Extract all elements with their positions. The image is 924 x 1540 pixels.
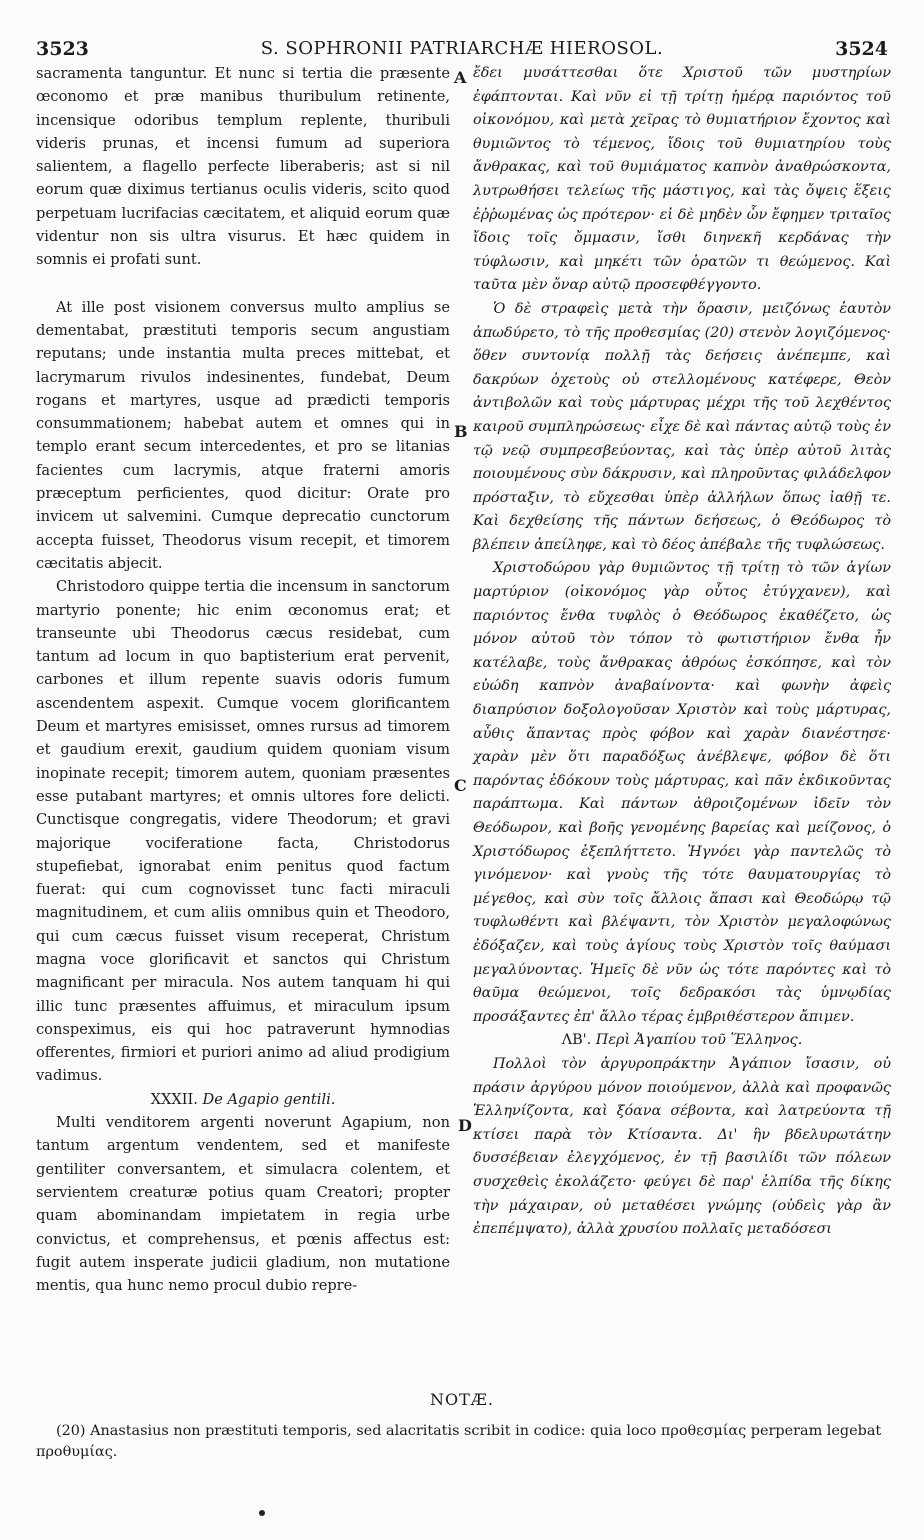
latin-paragraph: sacramenta tanguntur. Et nunc si tertia die præsente œconomo et præ manibus thuribulum retinente, incensique odoribus templum replente, thuribuli videris prunas, et incensi fumum ad superiora salientem, a flagello perfecte liberaberis; ast si nil eorum quæ diximus tertianus oculis videris, scito quod perpetuam lucrifacias cæcitatem, et aliquid eorum quæ videntur non sis ultra visurus. Et hæc quidem in somnis ei profati sunt. <box>36 65 450 269</box>
page-number-left: 3523 <box>36 38 89 60</box>
margin-marker-b: B <box>454 422 468 441</box>
greek-paragraph: Χριστοδώρου γὰρ θυμιῶντος τῇ τρίτῃ τὸ τῶν ἁγίων μαρτύριον (οἰκονόμος γὰρ οὗτος ἐτύγχανεν), καὶ παριόντος ἔνθα τυφλὸς ὁ Θεόδωρος ἐκαθέζετο, ὡς μόνον αὐτοῦ τὸν τόπον τὸ φωτιστήριον ἔνθα ἦν κατέλαβε, τοὺς ἄνθρακας ἀθρόως ἐσκόπησε, καὶ τὸν εὐώδη καπνὸν ἀναβαίνοντα· καὶ φωνὴν ἀφεὶς διαπρύσιον δοξολογοῦσαν Χριστὸν καὶ τοὺς μάρτυρας, αὖθις ἅπαντας πρὸς φόβον καὶ χαρὰν διανέστησε· χαρὰν μὲν ὅτι παραδόξως ἀνέβλεψε, φόβον δὲ ὅτι παρόντας ἐδόκουν τοὺς μάρτυρας, καὶ πᾶν ἐκδικοῦντας παράπτωμα. Καὶ πάντων ἀθροιζομένων ἰδεῖν τὸν Θεόδωρον, καὶ βοῆς γενομένης βαρείας καὶ μείζονος, ὁ Χριστόδωρος ἐξεπλήττετο. Ἠγνόει γὰρ παντελῶς τὸ γινόμενον· καὶ γνοὺς τῆς τότε θαυματουργίας τὸ μέγεθος, καὶ σὺν τοῖς ἄλλοις ἅπασι καὶ Θεοδώρῳ τῷ τυφλωθέντι καὶ βλέψαντι, τὸν Χριστὸν μεγαλοφώνως ἐδόξαζεν, καὶ τοὺς ἁγίους τοὺς Χριστὸν τοῖς θαύμασι μεγαλύνοντας. Ἡμεῖς δὲ νῦν ὡς τότε παρόντες καὶ τὸ θαῦμα θεώμενοι, τοῖς δεδρακόσι τὰς ὑμνῳδίας προσάξαντες ἐπ' ἄλλο τέρας ἐμβριθέστερον ἄπιμεν. <box>473 560 891 1025</box>
notes-title: NOTÆ. <box>430 1390 494 1409</box>
running-title: S. SOPHRONII PATRIARCHÆ HIEROSOL. <box>260 38 664 59</box>
greek-section-heading <box>473 1029 891 1053</box>
margin-marker-c: C <box>454 776 467 795</box>
notes-section <box>36 1390 888 1463</box>
greek-paragraph: ἔδει μυσάττεσθαι ὅτε Χριστοῦ τῶν μυστηρίων ἐφάπτονται. Καὶ νῦν εἰ τῇ τρίτῃ ἡμέρᾳ παριόντος τοῦ οἰκονόμου, καὶ μετὰ χεῖρας τὸ θυμιατήριον ἔχοντος καὶ θυμιῶντος τὸ τέμενος, ἴδοις τοῦ θυμιατηρίου τοὺς ἄνθρακας, καὶ τοῦ θυμιάματος καπνὸν ἀναθρώσκοντα, λυτρωθήσει τελείως τῆς μάστιγος, καὶ τὰς ὄψεις ἕξεις ἐῤῥωμένας ὡς πρότερον· εἰ δὲ μηδὲν ὧν ἔφημεν τριταῖος ἴδοις τοῖς ὄμμασιν, ἴσθι διηνεκῆ κερδάνας τὴν τύφλωσιν, καὶ μηκέτι τῶν ὁρατῶν τι θεώμενος. Καὶ ταῦτα μὲν ὄναρ αὐτῷ προσεφθέγγοντο. <box>473 65 891 294</box>
latin-section-title: De Agapio gentili. <box>202 1090 336 1108</box>
note-20: (20) Anastasius non præstituti temporis, sed alacritatis scribit in codice: quia loco προθεσμίας perperam legebat προθυμίας. <box>36 1423 882 1460</box>
ink-dot <box>259 1510 265 1516</box>
margin-marker-a: A <box>454 68 467 87</box>
greek-section-number: ΛΒ'. <box>561 1032 592 1049</box>
latin-column <box>36 62 450 1297</box>
running-header <box>36 38 888 62</box>
latin-paragraph: At ille post visionem conversus multo amplius se dementabat, præstituti temporis secum angustiam reputans; unde instantia multa preces mittebat, et lacrymarum rivulos indesinentes, fundebat, Deum rogans et martyres, usque ad prædicti temporis consummationem; habebat autem et omnes qui in templo erant secum intercedentes, et pro se litanias facientes cum lacrymis, atque fraterni amoris præceptum perficientes, quod dicitur: Orate pro invicem ut salvemini. Cumque deprecatio cunctorum accepta fuisset, Theodorus visum recepit, et timorem cæcitatis abjecit. <box>36 298 450 572</box>
latin-paragraph: Christodoro quippe tertia die incensum in sanctorum martyrio ponente; hic enim œconomus erat; et transeunte ubi Theodorus cæcus residebat, cum tantum ad locum in quo baptisterium erat pervenit, carbones et illum repente suavis odoris fumum ascendentem aspexit. Cumque vocem glorificantem Deum et martyres emisisset, omnes rursus ad timorem et gaudium erexit, gaudium quidem quoniam visum inopinate recepit; timorem autem, quoniam præsentes esse putabant martyres; et omnis ultores fore delicti. Cunctisque congregatis, videre Theodorum; et gravi majorique vociferatione facta, Christodorus stupefiebat, ignorabat enim penitus quod factum fuerat: qui cum cognovisset tunc facti miraculi magnitudinem, et cum aliis omnibus quin et Theodoro, qui cum cæcus fuisset visum receperat, Christum magna voce glorificavit et sanctos qui Christum magnificant per miracula. Nos autem tanquam hi qui illic tunc præsentes affuimus, et miraculum ipsum conspeximus, eis qui hoc patraverunt hymnodias offerentes, firmiori et puriori animo ad aliud prodigium vadimus. <box>36 578 450 1085</box>
greek-paragraph: Πολλοὶ τὸν ἀργυροπράκτην Ἀγάπιον ἴσασιν, οὐ πράσιν ἀργύρου μόνον ποιούμενον, ἀλλὰ καὶ προφανῶς Ἑλληνίζοντα, καὶ ξόανα σέβοντα, καὶ λατρεύοντα τῇ κτίσει παρὰ τὸν Κτίσαντα. Δι' ἣν βδελυρωτάτην δυσσέβειαν ἐλεγχόμενος, ἐν τῇ βασιλίδι τῶν πόλεων συσχεθεὶς ἐκολάζετο· φεύγει δὲ παρ' ἐλπίδα τῆς δίκης τὴν μάχαιραν, οὐ μεταθέσει γνώμης (οὐδεὶς γὰρ ἂν ἐπεπέμψατο), ἀλλὰ χρυσίου πολλαῖς μεταδόσεσι <box>473 1055 891 1238</box>
latin-paragraph: Multi venditorem argenti noverunt Agapium, non tantum argentum vendentem, sed et manifeste gentiliter conversantem, et simulacra colentem, et servientem creaturæ potius quam Creatori; propter quam abominandam impietatem in regia urbe convictus, et comprehensus, et pœnis affectus est: fugit autem insperate judicii gladium, non mutatione mentis, qua hunc nemo procul dubio repre- <box>36 1114 450 1295</box>
latin-section-number: XXXII. <box>150 1090 198 1108</box>
greek-column <box>473 62 891 1242</box>
latin-section-heading <box>36 1088 450 1111</box>
greek-section-title: Περὶ Ἀγαπίου τοῦ Ἕλληνος. <box>595 1032 803 1049</box>
greek-paragraph: Ὁ δὲ στραφεὶς μετὰ τὴν ὅρασιν, μειζόνως ἑαυτὸν ἀπωδύρετο, τὸ τῆς προθεσμίας (20) στενὸν λογιζόμενος· ὅθεν συντονίᾳ πολλῇ τὰς δεήσεις ἀνέπεμπε, καὶ δακρύων ὀχετοὺς οὐ στελλομένους κατέφερε, Θεὸν ἀντιβολῶν καὶ τοὺς μάρτυρας μέχρι τῆς τοῦ λεχθέντος καιροῦ συμπληρώσεως· εἶχε δὲ καὶ πάντας αὐτῷ τοὺς ἐν τῷ νεῷ συμπρεσβεύοντας, καὶ τὰς ὑπὲρ αὐτοῦ λιτὰς ποιουμένους σὺν δάκρυσιν, καὶ πληροῦντας φιλάδελφον πρόσταξιν, τὸ εὔχεσθαι ὑπὲρ ἀλλήλων ὅπως ἰαθῇ τε. Καὶ δεχθείσης τῆς πάντων δεήσεως, ὁ Θεόδωρος τὸ βλέπειν ἀπείληφε, καὶ τὸ δέος ἀπέβαλε τῆς τυφλώσεως. <box>473 300 891 553</box>
margin-marker-d: D <box>458 1116 472 1135</box>
page-number-right: 3524 <box>835 38 888 60</box>
